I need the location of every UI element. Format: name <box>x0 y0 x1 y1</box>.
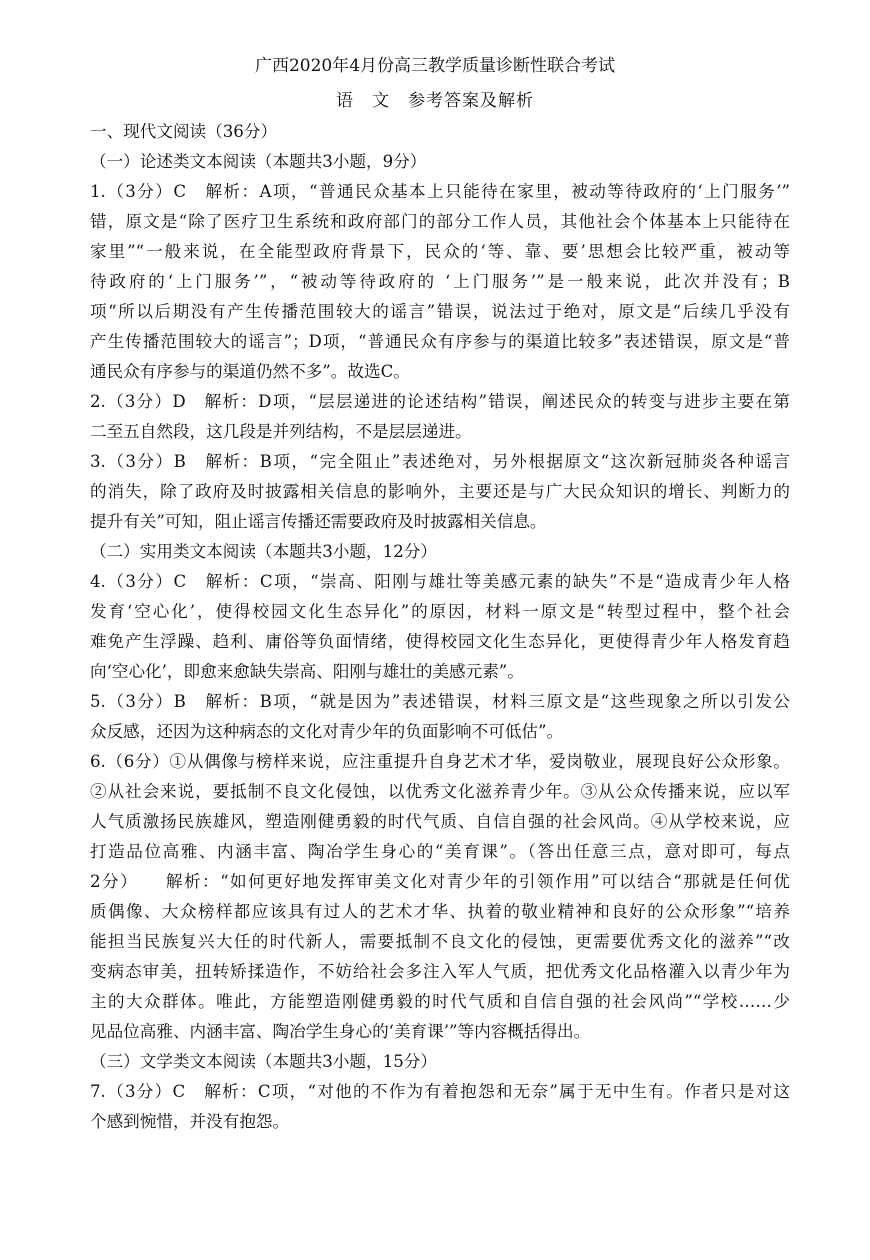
subsection-heading-literary: （三）文学类文本阅读（本题共3小题，15分） <box>90 1052 437 1071</box>
answer-6-line: 6.（6分）①从偶像与榜样来说，应注重提升自身艺术才华，爱岗敬业，展现良好公众形象。 <box>90 752 790 771</box>
answer-6-line: 主的大众群体。唯此，方能塑造刚健勇毅的时代气质和自信自强的社会风尚”“学校……少 <box>90 992 790 1011</box>
answer-6-line: ②从社会来说，要抵制不良文化侵蚀，以优秀文化滋养青少年。③从公众传播来说，应以军 <box>90 782 790 801</box>
answer-6-line: 打造品位高雅、内涵丰富、陶冶学生身心的“美育课”。（答出任意三点，意对即可，每点 <box>90 842 790 861</box>
answer-2-line: 2.（3分）D 解析：D项，“层层递进的论述结构”错误，阐述民众的转变与进步主要在第 <box>90 392 790 411</box>
answer-1-line: 通民众有序参与的渠道仍然不多”。故选C。 <box>90 362 410 381</box>
subsection-heading-practical: （二）实用类文本阅读（本题共3小题，12分） <box>90 542 437 561</box>
answer-3-line: 提升有关”可知，阻止谣言传播还需要政府及时披露相关信息。 <box>90 512 547 531</box>
document-subtitle: 语 文 参考答案及解析 <box>336 91 534 111</box>
answer-2-line: 二至五自然段，这几段是并列结构，不是层层递进。 <box>90 422 472 441</box>
answer-4-line: 向‘空心化’，即愈来愈缺失崇高、阳刚与雄壮的美感元素”。 <box>90 662 524 681</box>
document-title: 广西2020年4月份高三教学质量诊断性联合考试 <box>254 56 616 76</box>
answer-1-line: 1.（3分）C 解析：A项，“普通民众基本上只能待在家里，被动等待政府的‘上门服务’” <box>90 182 790 201</box>
answer-4-line: 4.（3分）C 解析：C项，“崇高、阳刚与雄壮等美感元素的缺失”不是“造成青少年人格 <box>90 572 790 591</box>
answer-4-line: 发育‘空心化’，使得校园文化生态异化”的原因，材料一原文是“转型过程中，整个社会 <box>90 602 790 621</box>
answer-5-line: 众反感，还因为这种病态的文化对青少年的负面影响不可低估”。 <box>90 722 564 741</box>
answer-1-line: 错，原文是“除了医疗卫生系统和政府部门的部分工作人员，其他社会个体基本上只能待在 <box>90 212 790 231</box>
answer-6-line: 变病态审美，扭转矫揉造作，不妨给社会多注入军人气质，把优秀文化品格灌入以青少年为 <box>90 962 790 981</box>
answer-4-line: 难免产生浮躁、趋利、庸俗等负面情绪，使得校园文化生态异化，更使得青少年人格发育趋 <box>90 632 790 651</box>
answer-6-line: 2分） 解析：“如何更好地发挥审美文化对青少年的引领作用”可以结合“那就是任何优 <box>90 872 790 891</box>
answer-7-line: 7.（3分）C 解析：C项，“对他的不作为有着抱怨和无奈”属于无中生有。作者只是对这 <box>90 1082 790 1101</box>
answer-1-line: 待政府的‘上门服务’”，“被动等待政府的 ‘上门服务’”是一般来说，此次并没有；B <box>90 272 790 291</box>
section-heading-modern-reading: 一、现代文阅读（36分） <box>90 122 278 141</box>
answer-6-line: 见品位高雅、内涵丰富、陶冶学生身心的‘美育课’”等内容概括得出。 <box>90 1022 591 1041</box>
answer-1-line: 家里”“一般来说，在全能型政府背景下，民众的‘等、靠、要’思想会比较严重，被动等 <box>90 242 790 261</box>
answer-3-line: 的消失，除了政府及时披露相关信息的影响外，主要还是与广大民众知识的增长、判断力的 <box>90 482 790 501</box>
answer-6-line: 人气质激扬民族雄风，塑造刚健勇毅的时代气质、自信自强的社会风尚。④从学校来说，应 <box>90 812 790 831</box>
answer-3-line: 3.（3分）B 解析：B项，“完全阻止”表述绝对，另外根据原文“这次新冠肺炎各种谣言 <box>90 452 790 471</box>
answer-5-line: 5.（3分）B 解析：B项，“就是因为”表述错误，材料三原文是“这些现象之所以引发公 <box>90 692 790 711</box>
answer-6-line: 质偶像、大众榜样都应该具有过人的艺术才华、执着的敬业精神和良好的公众形象”“培养 <box>90 902 790 921</box>
answer-6-line: 能担当民族复兴大任的时代新人，需要抵制不良文化的侵蚀，更需要优秀文化的滋养”“改 <box>90 932 790 951</box>
answer-1-line: 产生传播范围较大的谣言”；D项，“普通民众有序参与的渠道比较多”表述错误，原文是“普 <box>90 332 790 351</box>
answer-1-line: 项“所以后期没有产生传播范围较大的谣言”错误，说法过于绝对，原文是“后续几乎没有 <box>90 302 790 321</box>
answer-7-line: 个感到惋惜，并没有抱怨。 <box>90 1112 290 1131</box>
subsection-heading-argumentative: （一）论述类文本阅读（本题共3小题，9分） <box>90 152 427 171</box>
